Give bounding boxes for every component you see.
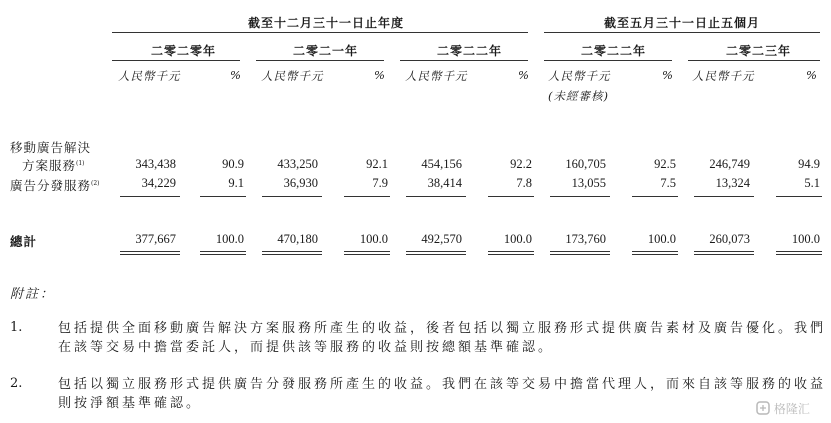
cell-r1-2023p-pct: 94.9 bbox=[798, 157, 820, 171]
cell-r1-2020-pct: 90.9 bbox=[222, 157, 244, 171]
total-double-rule bbox=[120, 251, 180, 252]
footnote-ref-2: (2) bbox=[91, 179, 100, 187]
total-double-rule bbox=[344, 251, 390, 252]
notes-heading: 附註： bbox=[10, 287, 56, 302]
total-double-rule bbox=[632, 254, 678, 255]
unit-pct: % bbox=[518, 68, 530, 82]
cell-total-2021-pct: 100.0 bbox=[359, 232, 388, 246]
total-double-rule bbox=[262, 254, 322, 255]
unit-rmb: 人民幣千元 bbox=[692, 69, 755, 83]
unaudited-note: (未經審核) bbox=[548, 89, 609, 103]
cell-r1-2022-pct: 92.2 bbox=[510, 157, 532, 171]
header-group-period: 截至五月三十一日止五個月 bbox=[604, 16, 761, 30]
row-label-mobile-ad-solutions-line2: 方案服務$^{(1)}$ bbox=[22, 158, 85, 173]
cell-r1-2021-amount: 433,250 bbox=[277, 157, 318, 171]
total-double-rule bbox=[488, 254, 534, 255]
watermark bbox=[756, 400, 810, 417]
cell-total-2022-pct: 100.0 bbox=[503, 232, 532, 246]
year-underline-2023-period bbox=[688, 60, 820, 61]
cell-r1-2022p-pct: 92.5 bbox=[654, 157, 676, 171]
unit-rmb: 人民幣千元 bbox=[405, 69, 468, 83]
cell-r2-2023p-pct: 5.1 bbox=[804, 176, 820, 190]
subtotal-rule bbox=[120, 196, 180, 197]
subtotal-rule bbox=[262, 196, 322, 197]
total-double-rule bbox=[632, 251, 678, 252]
gelonghui-logo-icon bbox=[756, 401, 770, 415]
cell-r1-2022-amount: 454,156 bbox=[421, 157, 462, 171]
subtotal-rule bbox=[344, 196, 390, 197]
cell-r1-2020-amount: 343,438 bbox=[135, 157, 176, 171]
cell-r1-2022p-amount: 160,705 bbox=[565, 157, 606, 171]
cell-total-2022p-pct: 100.0 bbox=[647, 232, 676, 246]
cell-r2-2023p-amount: 13,324 bbox=[715, 176, 750, 190]
cell-r2-2021-pct: 7.9 bbox=[372, 176, 388, 190]
total-double-rule bbox=[488, 251, 534, 252]
cell-r2-2020-amount: 34,229 bbox=[141, 176, 176, 190]
year-underline-2021 bbox=[256, 60, 384, 61]
note-text-1: 包括提供全面移動廣告解決方案服務所產生的收益，後者包括以獨立服務形式提供廣告素材及廣告優化。我們在該等交易中擔當委託人，而提供該等服務的收益則按總額基準確認。 bbox=[58, 321, 827, 355]
total-double-rule bbox=[550, 254, 610, 255]
watermark-text: 格隆汇 bbox=[773, 402, 810, 416]
cell-r2-2022-pct: 7.8 bbox=[516, 176, 532, 190]
row-label-mobile-ad-solutions-line1: 移動廣告解決 bbox=[10, 140, 92, 155]
total-double-rule bbox=[344, 254, 390, 255]
total-double-rule bbox=[550, 251, 610, 252]
subtotal-rule bbox=[200, 196, 246, 197]
total-double-rule bbox=[262, 251, 322, 252]
note-text-2: 包括以獨立服務形式提供廣告分發服務所產生的收益。我們在該等交易中擔當代理人，而來自該等服務的收益則按淨額基準確認。 bbox=[58, 377, 827, 411]
total-double-rule bbox=[776, 251, 822, 252]
total-double-rule bbox=[694, 254, 754, 255]
cell-total-2023p-pct: 100.0 bbox=[791, 232, 820, 246]
unit-pct: % bbox=[806, 68, 818, 82]
total-double-rule bbox=[776, 254, 822, 255]
cell-r2-2022p-pct: 7.5 bbox=[660, 176, 676, 190]
header-group-year: 截至十二月三十一日止年度 bbox=[248, 16, 405, 30]
note-number-1: 1. bbox=[10, 320, 23, 335]
year-underline-2022 bbox=[400, 60, 528, 61]
year-header-2020: 二零二零年 bbox=[151, 44, 217, 58]
unit-rmb: 人民幣千元 bbox=[261, 69, 324, 83]
total-double-rule bbox=[120, 254, 180, 255]
cell-r2-2021-amount: 36,930 bbox=[283, 176, 318, 190]
cell-r1-2023p-amount: 246,749 bbox=[709, 157, 750, 171]
year-header-2022: 二零二二年 bbox=[437, 44, 503, 58]
footnote-ref-1: (1) bbox=[76, 159, 85, 167]
year-header-2023-period: 二零二三年 bbox=[726, 44, 792, 58]
year-header-2021: 二零二一年 bbox=[293, 44, 359, 58]
subtotal-rule bbox=[694, 196, 754, 197]
total-double-rule bbox=[406, 251, 466, 252]
subtotal-rule bbox=[488, 196, 534, 197]
subtotal-rule bbox=[776, 196, 822, 197]
subtotal-rule bbox=[632, 196, 678, 197]
subtotal-rule bbox=[406, 196, 466, 197]
note-number-2: 2. bbox=[10, 376, 23, 391]
cell-total-2020-amount: 377,667 bbox=[135, 232, 176, 246]
cell-r2-2022p-amount: 13,055 bbox=[571, 176, 606, 190]
header-group-period-underline bbox=[544, 32, 820, 33]
cell-r1-2021-pct: 92.1 bbox=[366, 157, 388, 171]
total-double-rule bbox=[694, 251, 754, 252]
header-group-year-underline bbox=[112, 32, 528, 33]
total-double-rule bbox=[200, 251, 246, 252]
unit-pct: % bbox=[230, 68, 242, 82]
total-double-rule bbox=[406, 254, 466, 255]
unit-pct: % bbox=[374, 68, 386, 82]
unit-rmb: 人民幣千元 bbox=[548, 69, 611, 83]
row-label-ad-distribution: 廣告分發服務$^{(2)}$ bbox=[10, 178, 100, 193]
year-underline-2020 bbox=[112, 60, 240, 61]
cell-total-2022-amount: 492,570 bbox=[421, 232, 462, 246]
subtotal-rule bbox=[550, 196, 610, 197]
year-underline-2022-period bbox=[544, 60, 672, 61]
cell-total-2022p-amount: 173,760 bbox=[565, 232, 606, 246]
total-double-rule bbox=[200, 254, 246, 255]
year-header-2022-period: 二零二二年 bbox=[581, 44, 647, 58]
cell-r2-2022-amount: 38,414 bbox=[427, 176, 462, 190]
cell-total-2020-pct: 100.0 bbox=[215, 232, 244, 246]
row-label-total: 總計 bbox=[10, 234, 38, 249]
unit-pct: % bbox=[662, 68, 674, 82]
cell-total-2023p-amount: 260,073 bbox=[709, 232, 750, 246]
cell-total-2021-amount: 470,180 bbox=[277, 232, 318, 246]
unit-rmb: 人民幣千元 bbox=[118, 69, 181, 83]
cell-r2-2020-pct: 9.1 bbox=[228, 176, 244, 190]
